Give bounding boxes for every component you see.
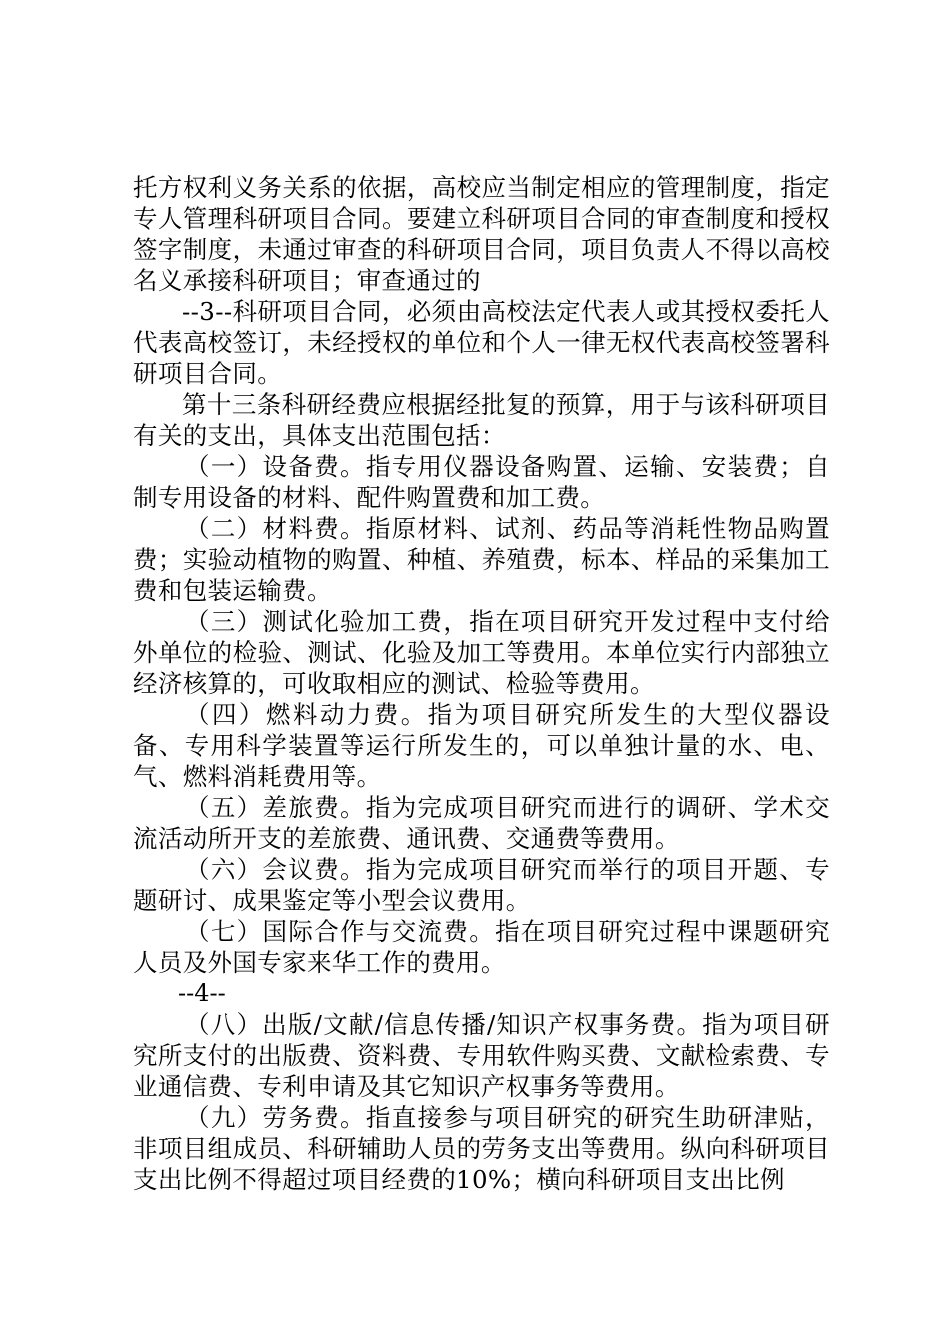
paragraph-labor-fee: （九）劳务费。指直接参与项目研究的研究生助研津贴，非项目组成员、科研辅助人员的劳务支出等费用。纵向科研项目支出比例不得超过项目经费的10%；横向科研项目支出比例 xyxy=(133,1103,830,1194)
paragraph-meeting-fee: （六）会议费。指为完成项目研究而举行的项目开题、专题研讨、成果鉴定等小型会议费用。 xyxy=(133,855,830,915)
paragraph-travel-fee: （五）差旅费。指为完成项目研究而进行的调研、学术交流活动所开支的差旅费、通讯费、交通费等费用。 xyxy=(133,793,830,853)
paragraph-fuel-power-fee: （四）燃料动力费。指为项目研究所发生的大型仪器设备、专用科学装置等运行所发生的，可以单独计量的水、电、气、燃料消耗费用等。 xyxy=(133,700,830,791)
paragraph-equipment-fee: （一）设备费。指专用仪器设备购置、运输、安装费；自制专用设备的材料、配件购置费和加工费。 xyxy=(133,452,830,512)
paragraph-contract-signing: --3--科研项目合同，必须由高校法定代表人或其授权委托人代表高校签订，未经授权的单位和个人一律无权代表高校签署科研项目合同。 xyxy=(133,297,830,388)
paragraph-publication-fee: （八）出版/文献/信息传播/知识产权事务费。指为项目研究所支付的出版费、资料费、专用软件购买费、文献检索费、专业通信费、专利申请及其它知识产权事务等费用。 xyxy=(133,1010,830,1101)
paragraph-testing-fee: （三）测试化验加工费，指在项目研究开发过程中支付给外单位的检验、测试、化验及加工等费用。本单位实行内部独立经济核算的，可收取相应的测试、检验等费用。 xyxy=(133,607,830,698)
paragraph-material-fee: （二）材料费。指原材料、试剂、药品等消耗性物品购置费；实验动植物的购置、种植、养殖费，标本、样品的采集加工费和包装运输费。 xyxy=(133,514,830,605)
document-body xyxy=(133,172,830,1195)
paragraph-contract-basis: 托方权利义务关系的依据，高校应当制定相应的管理制度，指定专人管理科研项目合同。要建立科研项目合同的审查制度和授权签字制度，未通过审查的科研项目合同，项目负责人不得以高校名义承接科研项目；审查通过的 xyxy=(133,173,830,295)
paragraph-article-13: 第十三条科研经费应根据经批复的预算，用于与该科研项目有关的支出，具体支出范围包括： xyxy=(133,390,830,450)
page-number: --4-- xyxy=(178,979,226,1007)
paragraph-international-fee: （七）国际合作与交流费。指在项目研究过程中课题研究人员及外国专家来华工作的费用。 xyxy=(133,917,830,977)
